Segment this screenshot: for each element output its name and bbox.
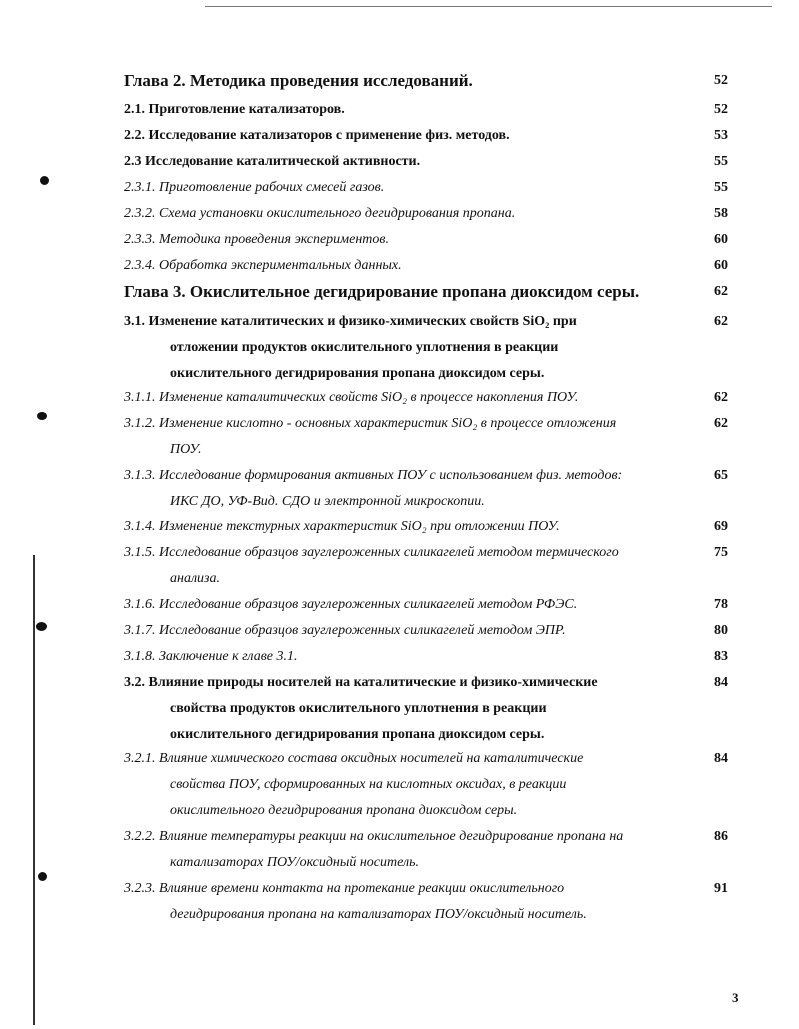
scan-binder-hole [37, 412, 47, 420]
toc-line: 3.1.3. Исследование формирования активных ПОУ с использованием физ. методов: [124, 468, 623, 483]
toc-page-number: 84 [714, 675, 728, 690]
toc-line: свойства ПОУ, сформированных на кислотных оксидах, в реакции [170, 777, 567, 792]
toc-chapter-title: Глава 2. Методика проведения исследований. [124, 71, 473, 90]
toc-subsection-title [124, 540, 682, 592]
page-folio-number: 3 [732, 990, 739, 1005]
toc-page-number: 86 [714, 829, 728, 844]
toc-subsection-title: 3.1.4. Изменение текстурных характеристик SiO₂ при отложении ПОУ. [124, 519, 560, 534]
toc-subsection-title: 2.3.3. Методика проведения экспериментов. [124, 232, 389, 247]
toc-section-title: 2.1. Приготовление катализаторов. [124, 102, 345, 117]
toc-page-number: 58 [714, 206, 728, 221]
toc-page-number: 83 [714, 649, 728, 664]
toc-line: окислительного дегидрирования пропана диоксидом серы. [170, 727, 545, 742]
scan-top-line [205, 6, 772, 7]
toc-page-number: 52 [714, 73, 728, 88]
toc-subsection-title [124, 876, 682, 928]
toc-page-number: 62 [714, 416, 728, 431]
toc-subsection-title [124, 746, 682, 824]
toc-section-title [124, 670, 682, 748]
toc-page-number: 75 [714, 545, 728, 560]
toc-line: катализаторах ПОУ/оксидный носитель. [170, 855, 419, 870]
toc-page-number: 53 [714, 128, 728, 143]
toc-page-number: 84 [714, 751, 728, 766]
toc-page-number: 60 [714, 258, 728, 273]
toc-line: отложении продуктов окислительного уплотнения в реакции [170, 340, 559, 355]
scan-left-rule [33, 555, 35, 1025]
toc-line: ПОУ. [170, 442, 202, 457]
toc-page-number: 65 [714, 468, 728, 483]
toc-page-number: 69 [714, 519, 728, 534]
toc-subsection-title [124, 411, 682, 463]
toc-subsection-title: 2.3.1. Приготовление рабочих смесей газов. [124, 180, 385, 195]
toc-line: 3.2.2. Влияние температуры реакции на окислительное дегидрирование пропана на [124, 829, 624, 844]
toc-page-number: 80 [714, 623, 728, 638]
toc-line: анализа. [170, 571, 221, 586]
toc-line: ИКС ДО, УФ-Вид. СДО и электронной микроскопии. [170, 494, 485, 509]
toc-line: 3.2.3. Влияние времени контакта на протекание реакции окислительного [124, 881, 565, 896]
toc-subsection-title: 3.1.6. Исследование образцов зауглероженных силикагелей методом РФЭС. [124, 597, 578, 612]
toc-page-number: 62 [714, 390, 728, 405]
toc-line: свойства продуктов окислительного уплотнения в реакции [170, 701, 547, 716]
toc-page-number: 55 [714, 180, 728, 195]
toc-page-number: 62 [714, 284, 728, 299]
scan-binder-hole [40, 176, 49, 185]
toc-page-number: 78 [714, 597, 728, 612]
toc-line: 3.1.2. Изменение кислотно - основных характеристик SiO₂ в процессе отложения [124, 416, 617, 431]
toc-line: 3.1.5. Исследование образцов зауглероженных силикагелей методом термического [124, 545, 619, 560]
toc-section-title: 2.2. Исследование катализаторов с применение физ. методов. [124, 128, 510, 143]
toc-subsection-title: 2.3.4. Обработка экспериментальных данных. [124, 258, 402, 273]
toc-line: 3.2.1. Влияние химического состава оксидных носителей на каталитические [124, 751, 584, 766]
toc-line: 3.2. Влияние природы носителей на каталитические и физико-химические [124, 675, 598, 690]
toc-subsection-title [124, 824, 682, 876]
toc-line: дегидрирования пропана на катализаторах ПОУ/оксидный носитель. [170, 907, 587, 922]
toc-line: окислительного дегидрирования пропана диоксидом серы. [170, 366, 545, 381]
scan-binder-hole [38, 872, 47, 881]
toc-subsection-title [124, 463, 682, 515]
toc-page-number: 60 [714, 232, 728, 247]
toc-line: окислительного дегидрирования пропана диоксидом серы. [170, 803, 518, 818]
toc-chapter-title: Глава 3. Окислительное дегидрирование пропана диоксидом серы. [124, 282, 640, 301]
toc-subsection-title: 3.1.7. Исследование образцов зауглероженных силикагелей методом ЭПР. [124, 623, 566, 638]
toc-subsection-title: 3.1.1. Изменение каталитических свойств SiO₂ в процессе накопления ПОУ. [124, 390, 579, 405]
toc-page-number: 52 [714, 102, 728, 117]
toc-page-number: 91 [714, 881, 728, 896]
toc-page-number: 55 [714, 154, 728, 169]
toc-subsection-title: 2.3.2. Схема установки окислительного дегидрирования пропана. [124, 206, 516, 221]
toc-section-title: 2.3 Исследование каталитической активности. [124, 154, 421, 169]
toc-page-number: 62 [714, 314, 728, 329]
toc-subsection-title: 3.1.8. Заключение к главе 3.1. [124, 649, 298, 664]
toc-line: 3.1. Изменение каталитических и физико-химических свойств SiO₂ при [124, 314, 577, 329]
toc-section-title [124, 309, 682, 387]
scan-binder-hole [36, 622, 47, 631]
